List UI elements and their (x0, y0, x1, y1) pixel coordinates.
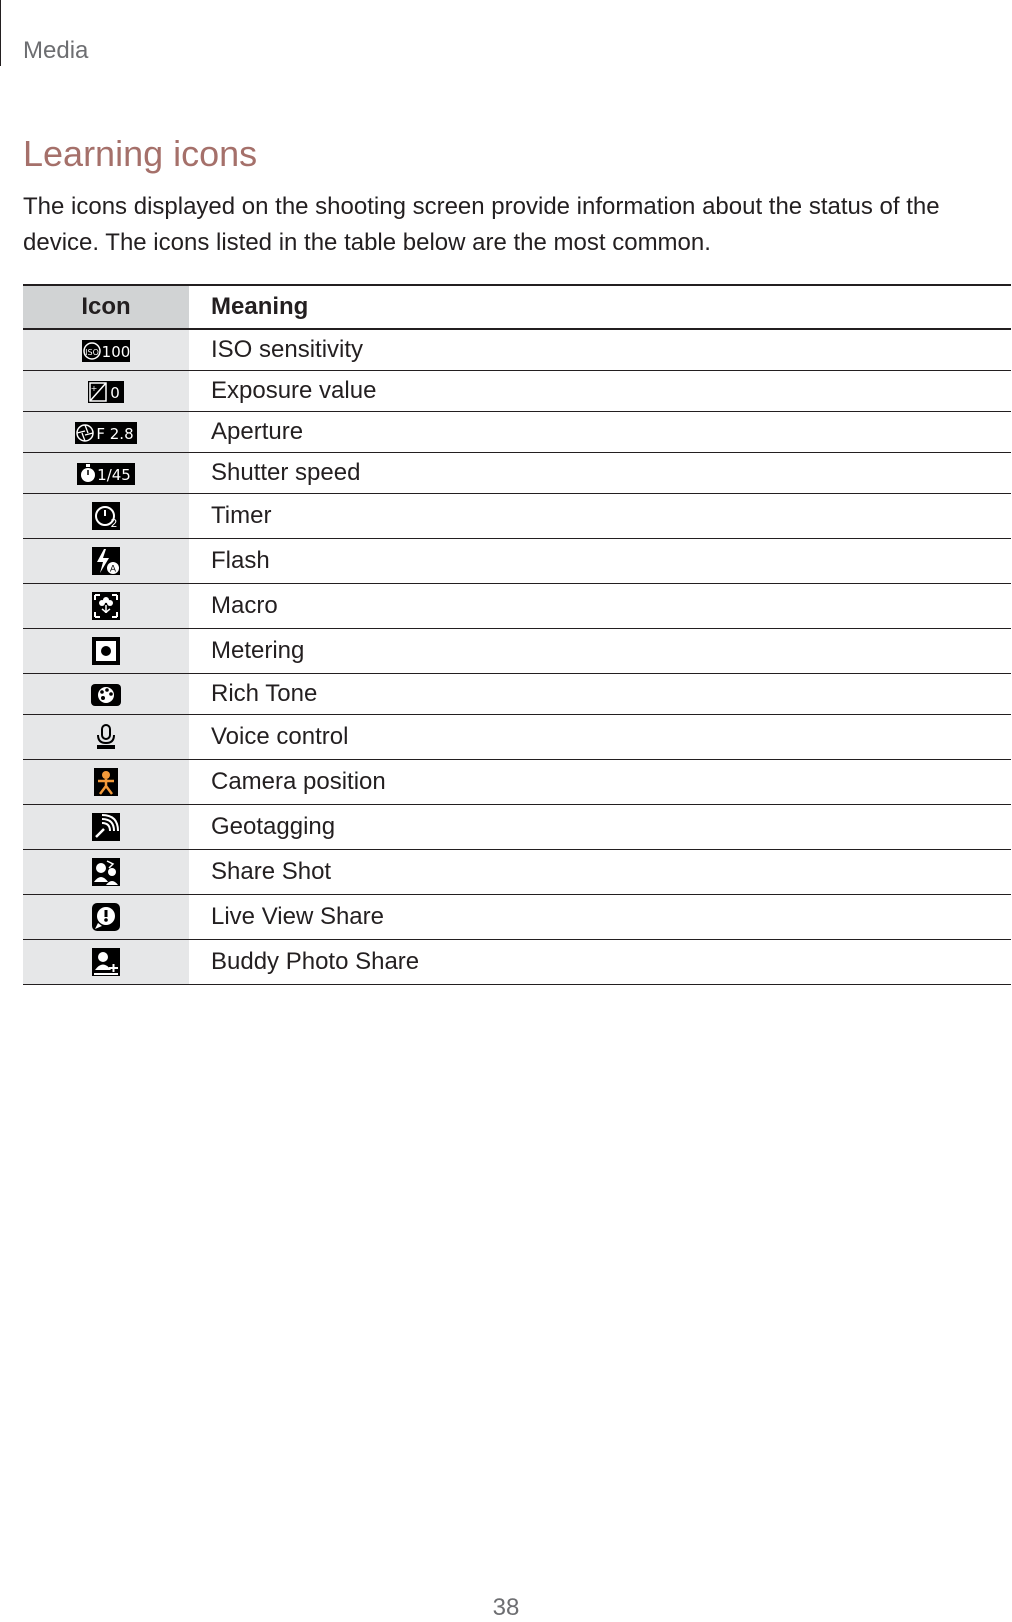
meaning-geotagging: Geotagging (189, 805, 1011, 850)
table-row (23, 453, 1011, 494)
meaning-metering: Metering (189, 629, 1011, 674)
table-row (23, 412, 1011, 453)
table-row (23, 940, 1011, 985)
meaning-iso-sensitivity: ISO sensitivity (189, 329, 1011, 371)
svg-text:0: 0 (110, 383, 120, 402)
meaning-macro: Macro (189, 584, 1011, 629)
meaning-camera-position: Camera position (189, 760, 1011, 805)
svg-text:A: A (109, 564, 117, 575)
meaning-flash: Flash (189, 539, 1011, 584)
table-row (23, 494, 1011, 539)
share-shot-icon (92, 858, 120, 886)
meaning-share-shot: Share Shot (189, 850, 1011, 895)
voice-control-icon (92, 723, 120, 751)
meaning-aperture: Aperture (189, 412, 1011, 453)
meaning-exposure-value: Exposure value (189, 371, 1011, 412)
timer-icon (92, 502, 120, 530)
meaning-buddy-photo-share: Buddy Photo Share (189, 940, 1011, 985)
metering-icon (92, 637, 120, 665)
table-row (23, 805, 1011, 850)
aperture-icon (75, 422, 137, 444)
page-number: 38 (492, 1594, 520, 1621)
svg-text:100: 100 (101, 342, 130, 361)
table-row (23, 674, 1011, 715)
table-row (23, 715, 1011, 760)
corner-line (0, 0, 1, 66)
svg-text:ISO: ISO (85, 347, 99, 357)
meaning-shutter-speed: Shutter speed (189, 453, 1011, 494)
table-row (23, 760, 1011, 805)
geotagging-icon (92, 813, 120, 841)
meaning-live-view-share: Live View Share (189, 895, 1011, 940)
table-row (23, 329, 1011, 371)
svg-text:2: 2 (110, 517, 118, 531)
exposure-icon (88, 381, 124, 403)
meaning-rich-tone: Rich Tone (189, 674, 1011, 715)
flash-auto-icon (92, 547, 120, 575)
meaning-column-header: Meaning (189, 285, 1011, 329)
meaning-voice-control: Voice control (189, 715, 1011, 760)
shutter-speed-icon (77, 463, 135, 485)
page-title: Learning icons (23, 133, 258, 174)
svg-text:1/45: 1/45 (97, 465, 131, 484)
meaning-timer: Timer (189, 494, 1011, 539)
intro-paragraph: The icons displayed on the shooting screen provide information about the status of the device. The icons listed in the table below are the most common. (23, 193, 940, 256)
camera-position-icon (92, 768, 120, 796)
svg-text:+: + (90, 383, 98, 393)
macro-icon (92, 592, 120, 620)
icon-column-header: Icon (23, 285, 189, 329)
section-header: Media (23, 37, 89, 64)
table-row (23, 371, 1011, 412)
svg-text:F 2.8: F 2.8 (96, 424, 134, 443)
table-row (23, 584, 1011, 629)
live-view-share-icon (92, 903, 120, 931)
rich-tone-icon (91, 684, 121, 706)
buddy-photo-share-icon (92, 948, 120, 976)
icons-table (23, 284, 1011, 985)
table-row (23, 850, 1011, 895)
table-row (23, 629, 1011, 674)
table-header-row (23, 285, 1011, 329)
table-row (23, 539, 1011, 584)
table-row (23, 895, 1011, 940)
iso-icon (82, 340, 130, 362)
